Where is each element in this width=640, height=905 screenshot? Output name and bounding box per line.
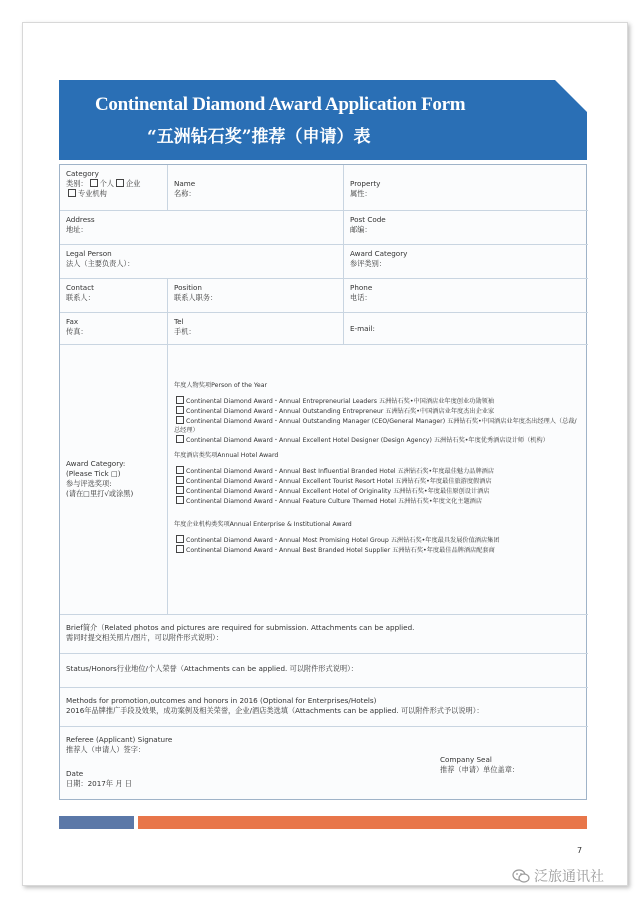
name-label-zh: 名称： bbox=[174, 189, 196, 198]
award-options bbox=[168, 345, 588, 615]
award-category-left-label: Award Category: (Please Tick □) 参与评选奖项: (请在□里打√或涂黑) bbox=[60, 345, 168, 615]
award-option[interactable]: Continental Diamond Award・Annual Feature Culture Themed Hotel 五洲钻石奖•年度文化主题酒店 bbox=[174, 496, 582, 506]
tel-label-zh: 手机： bbox=[174, 327, 196, 336]
award-category-label-en: Award Category bbox=[350, 249, 408, 258]
name-label-en: Name bbox=[174, 179, 196, 188]
award-option[interactable]: Continental Diamond Award・Annual Excellent Tourist Resort Hotel 五洲钻石奖•年度最佳旅游度假酒店 bbox=[174, 476, 582, 486]
award-option[interactable]: Continental Diamond Award・Annual Outstanding Entrepreneur 五洲钻石奖•中国酒店业年度杰出企业家 bbox=[174, 406, 582, 416]
methods-field[interactable] bbox=[60, 688, 588, 727]
header-banner bbox=[59, 80, 587, 160]
referee-label-zh: 推荐人（申请人）签字： bbox=[66, 745, 146, 754]
banner-corner-cut bbox=[555, 80, 587, 112]
email-field[interactable] bbox=[344, 313, 588, 345]
brief-label-en: Brief简介（Related photos and pictures are required for submission. Attachments can be applied. bbox=[66, 623, 415, 632]
institution-checkbox[interactable] bbox=[68, 189, 76, 197]
group-title-person: 年度人物奖项Person of the Year bbox=[174, 382, 268, 389]
methods-label-en: Methods for promotion,outcomes and honors in 2016 (Optional for Enterprises/Hotels) bbox=[66, 696, 377, 705]
date-label-zh: 日期：2017年 月 日 bbox=[66, 779, 132, 788]
watermark-text: 泛旅通讯社 bbox=[534, 869, 604, 885]
brief-label-zh: 需同时提交相关照片/图片，可以附件形式说明）： bbox=[66, 633, 223, 642]
fax-field[interactable] bbox=[60, 313, 168, 345]
status-honors-label: Status/Honors行业地位/个人荣誉（Attachments can be applied. 可以附件形式说明）： bbox=[66, 664, 358, 673]
phone-label-en: Phone bbox=[350, 283, 373, 292]
award-checkbox[interactable] bbox=[176, 466, 184, 474]
enterprise-option: 企业 bbox=[125, 179, 141, 188]
post-code-label-zh: 邮编： bbox=[350, 225, 372, 234]
footer-bar-blue bbox=[59, 816, 134, 829]
legal-person-field[interactable] bbox=[60, 245, 344, 279]
address-label-en: Address bbox=[66, 215, 95, 224]
wechat-icon bbox=[512, 869, 530, 883]
award-checkbox[interactable] bbox=[176, 396, 184, 404]
date-label-en: Date bbox=[66, 769, 84, 778]
application-form bbox=[59, 164, 587, 800]
email-label: E-mail: bbox=[350, 324, 375, 333]
fax-label-en: Fax bbox=[66, 317, 79, 326]
award-checkbox[interactable] bbox=[176, 545, 184, 553]
individual-option: 个人 bbox=[99, 179, 114, 188]
contact-field[interactable] bbox=[60, 279, 168, 313]
group-title-hotel: 年度酒店类奖项Annual Hotel Award bbox=[174, 452, 279, 459]
category-field[interactable] bbox=[60, 165, 168, 211]
award-checkbox[interactable] bbox=[176, 496, 184, 504]
legal-person-label-en: Legal Person bbox=[66, 249, 112, 258]
address-label-zh: 地址： bbox=[66, 225, 88, 234]
institution-option: 专业机构 bbox=[78, 189, 107, 198]
seal-label-en: Company Seal bbox=[440, 755, 492, 764]
referee-label-en: Referee (Applicant) Signature bbox=[66, 735, 173, 744]
award-option[interactable]: Continental Diamond Award・Annual Best Branded Hotel Supplier 五洲钻石奖•年度最佳品牌酒店配套商 bbox=[174, 545, 582, 555]
award-option[interactable]: Continental Diamond Award・Annual Most Promising Hotel Group 五洲钻石奖•年度最具发展价值酒店集团 bbox=[174, 535, 582, 545]
fax-label-zh: 传真： bbox=[66, 327, 88, 336]
award-option[interactable]: Continental Diamond Award・Annual Best Influential Branded Hotel 五洲钻石奖•年度最佳魅力品牌酒店 bbox=[174, 466, 582, 476]
legal-person-label-zh: 法人（主要负责人）： bbox=[66, 259, 135, 268]
name-field[interactable] bbox=[168, 165, 344, 211]
award-checkbox[interactable] bbox=[176, 535, 184, 543]
methods-label-zh: 2016年品牌推广手段及效果，成功案例及相关荣誉，企业/酒店类选填（Attachments can be applied. 可以附件形式予以说明）： bbox=[66, 706, 484, 715]
award-checkbox[interactable] bbox=[176, 476, 184, 484]
referee-signature[interactable] bbox=[66, 735, 172, 755]
position-field[interactable] bbox=[168, 279, 344, 313]
award-option[interactable]: Continental Diamond Award・Annual Excellent Hotel of Originality 五洲钻石奖•年度最佳原创设计酒店 bbox=[174, 486, 582, 496]
brief-field[interactable] bbox=[60, 615, 588, 654]
award-checkbox[interactable] bbox=[176, 435, 184, 443]
phone-label-zh: 电话： bbox=[350, 293, 372, 302]
position-label-zh: 联系人职务： bbox=[174, 293, 218, 302]
footer-bar-orange bbox=[138, 816, 587, 829]
individual-checkbox[interactable] bbox=[90, 179, 98, 187]
status-honors-field[interactable] bbox=[60, 654, 588, 688]
group-title-enterprise: 年度企业机构类奖项Annual Enterprise & Institutional Award bbox=[174, 521, 352, 528]
signature-section bbox=[60, 727, 588, 799]
property-field[interactable] bbox=[344, 165, 588, 211]
contact-label-en: Contact bbox=[66, 283, 94, 292]
form-title: Continental Diamond Award Application Form bbox=[95, 94, 466, 115]
property-label-zh: 属性： bbox=[350, 189, 372, 198]
post-code-label-en: Post Code bbox=[350, 215, 386, 224]
award-checkbox[interactable] bbox=[176, 406, 184, 414]
award-option[interactable]: Continental Diamond Award・Annual Excellent Hotel Designer (Design Agency) 五洲钻石奖•年度优秀酒店设计师（机构） bbox=[174, 435, 582, 445]
category-label-zh: 类别： bbox=[66, 179, 88, 188]
category-label-en: Category bbox=[66, 169, 99, 178]
company-seal[interactable] bbox=[440, 755, 519, 775]
contact-label-zh: 联系人： bbox=[66, 293, 95, 302]
watermark bbox=[512, 866, 604, 886]
award-checkbox[interactable] bbox=[176, 416, 184, 424]
page-number: 7 bbox=[577, 846, 583, 855]
award-option[interactable]: Continental Diamond Award・Annual Outstanding Manager (CEO/General Manager) 五洲钻石奖•中国酒店业年度杰出经理人（总裁/总经理） bbox=[174, 418, 577, 434]
form-subtitle: “五洲钻石奖”推荐（申请）表 bbox=[147, 127, 371, 147]
post-code-field[interactable] bbox=[344, 211, 588, 245]
award-option[interactable]: Continental Diamond Award・Annual Entrepreneurial Leaders 五洲钻石奖•中国酒店业年度创业功勋领袖 bbox=[174, 396, 582, 406]
award-category-field[interactable] bbox=[344, 245, 588, 279]
date-field[interactable] bbox=[66, 769, 132, 789]
phone-field[interactable] bbox=[344, 279, 588, 313]
award-checkbox[interactable] bbox=[176, 486, 184, 494]
tel-label-en: Tel bbox=[174, 317, 184, 326]
enterprise-checkbox[interactable] bbox=[116, 179, 124, 187]
seal-label-zh: 推荐（申请）单位盖章： bbox=[440, 765, 520, 774]
tel-field[interactable] bbox=[168, 313, 344, 345]
award-category-label-zh: 参评类别： bbox=[350, 259, 386, 268]
position-label-en: Position bbox=[174, 283, 202, 292]
property-label-en: Property bbox=[350, 179, 381, 188]
address-field[interactable] bbox=[60, 211, 344, 245]
